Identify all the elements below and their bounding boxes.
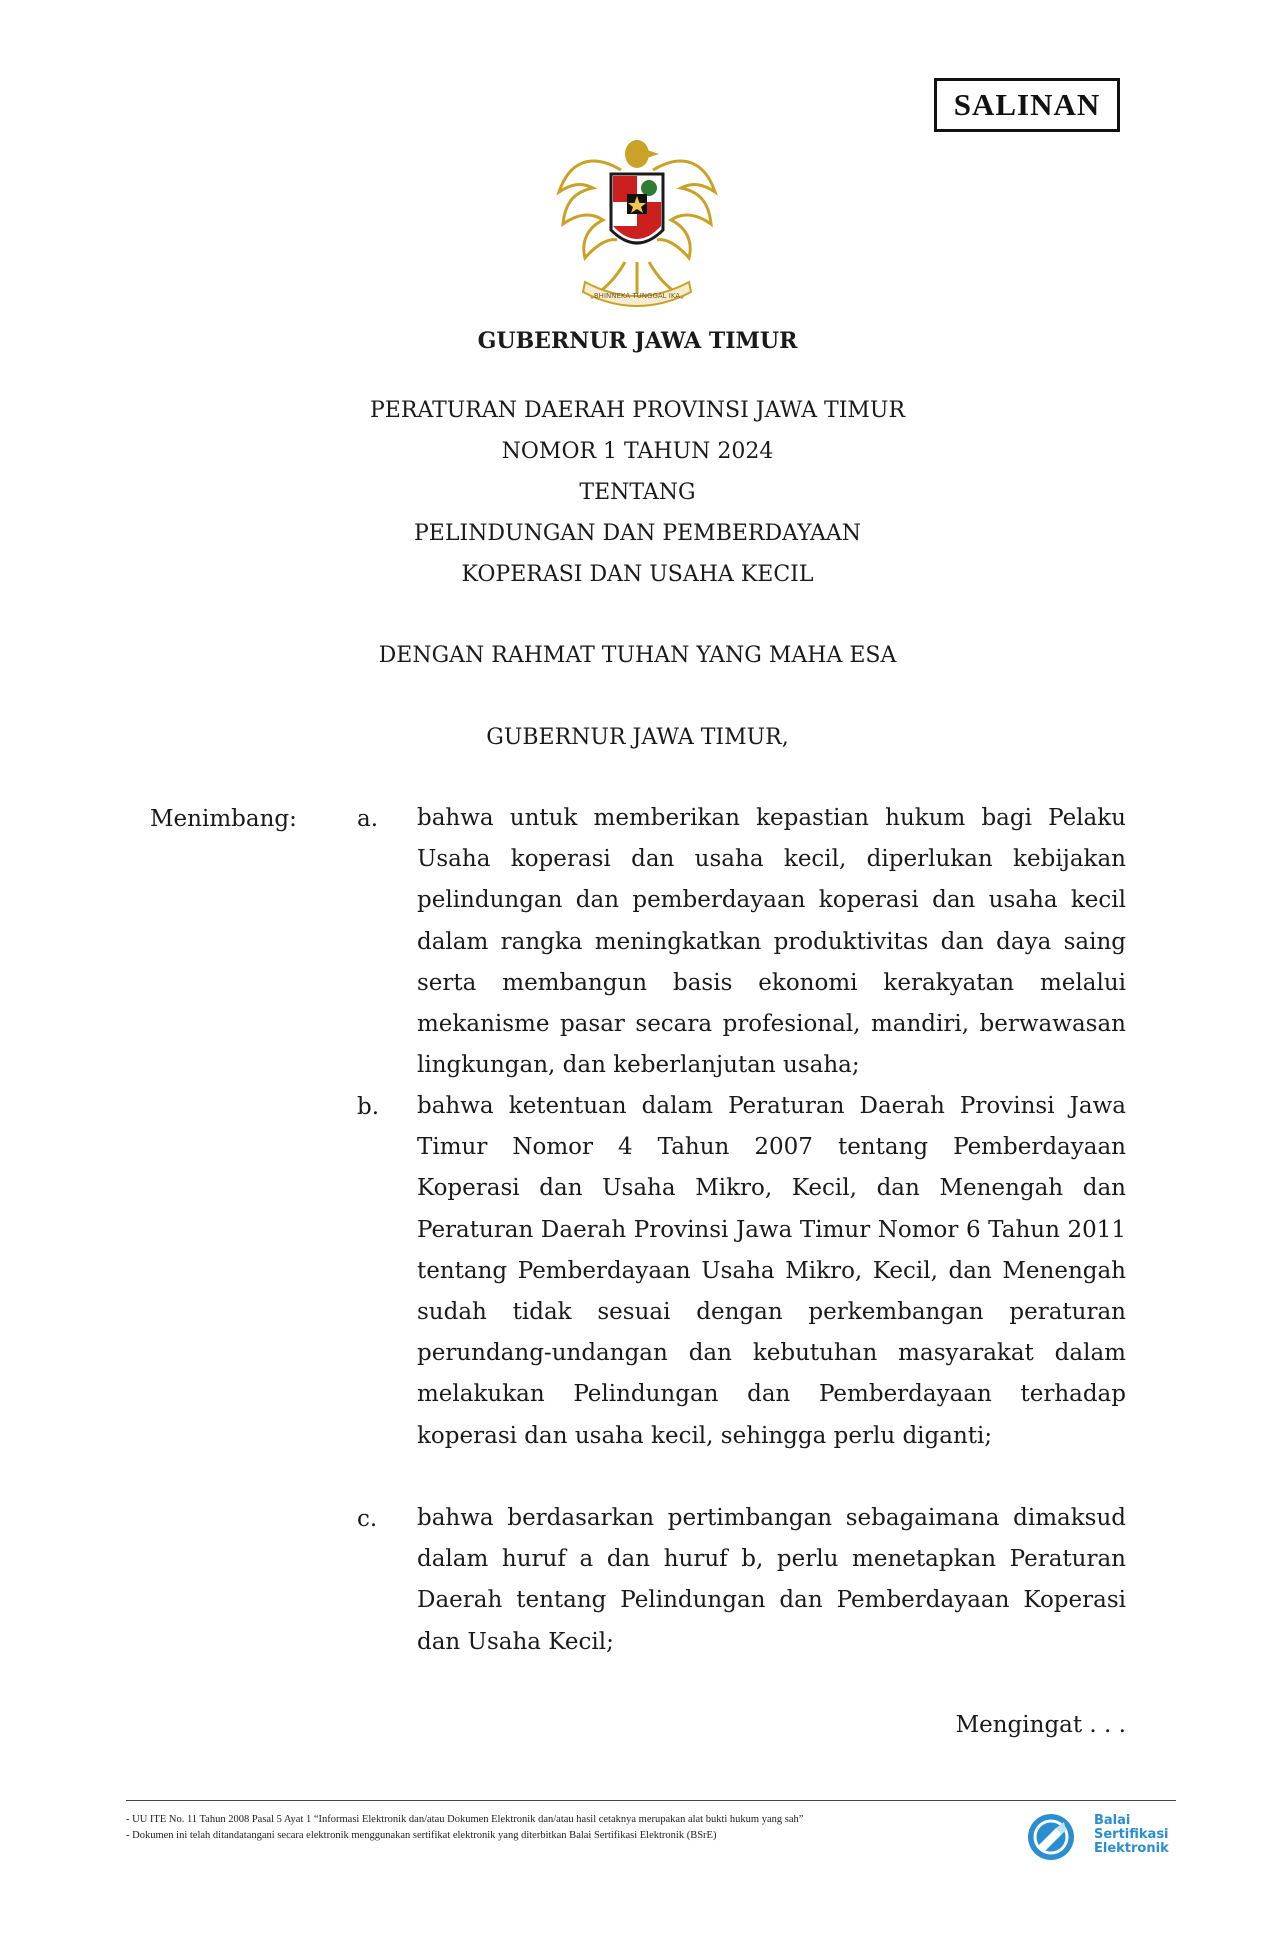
emblem-motto: BHINNEKA TUNGGAL IKA — [593, 292, 681, 300]
footer-note-1: - UU ITE No. 11 Tahun 2008 Pasal 5 Ayat 1 “Informasi Elektronik dan/atau Dokumen Elektronik dan/atau hasil cetaknya merupakan alat bukti hukum yang sah” — [126, 1814, 804, 1825]
considering-item-a-text: bahwa untuk memberikan kepastian hukum bagi Pelaku Usaha koperasi dan usaha kecil, diperlukan kebijakan pelindungan dan pemberdayaan koperasi dan usaha kecil dalam rangka meningkatkan produktivitas dan daya saing serta membangun basis ekonomi kerakyatan melalui mekanisme pasar secara profesional, mandiri, berwawasan lingkungan, dan keberlanjutan usaha; — [417, 805, 1126, 1079]
authority-title: GUBERNUR JAWA TIMUR — [477, 328, 798, 354]
bsre-line-1: Balai — [1094, 1813, 1131, 1828]
bsre-line-2: Sertifikasi — [1094, 1827, 1169, 1842]
considering-label: Menimbang: — [150, 806, 297, 832]
considering-item-b-text: bahwa ketentuan dalam Peraturan Daerah Provinsi Jawa Timur Nomor 4 Tahun 2007 tentang Pemberdayaan Koperasi dan Usaha Mikro, Kecil, dan Menengah dan Peraturan Daerah Provinsi Jawa Timur Nomor 6 Tahun 2011 tentang Pemberdayaan Usaha Mikro, Kecil, dan Menengah sudah tidak sesuai dengan perkembangan peraturan perundang-undangan dan kebutuhan masyarakat dalam melakukan Pelindungan dan Pemberdayaan terhadap koperasi dan usaha kecil, sehingga perlu diganti; — [417, 1093, 1126, 1449]
considering-item-a-letter: a. — [357, 806, 379, 832]
invocation: DENGAN RAHMAT TUHAN YANG MAHA ESA — [378, 643, 897, 668]
considering-item-c-letter: c. — [357, 1506, 378, 1532]
regulation-title-line-1: PERATURAN DAERAH PROVINSI JAWA TIMUR — [369, 398, 906, 423]
garuda-pancasila-emblem-icon — [551, 132, 723, 314]
regulation-title-line-4: PELINDUNGAN DAN PEMBERDAYAAN — [414, 521, 861, 546]
regulation-title-line-5: KOPERASI DAN USAHA KECIL — [461, 562, 814, 587]
considering-item-c-text: bahwa berdasarkan pertimbangan sebagaimana dimaksud dalam huruf a dan huruf b, perlu menetapkan Peraturan Daerah tentang Pelindungan dan Pemberdayaan Koperasi dan Usaha Kecil; — [417, 1505, 1126, 1655]
regulation-title-line-2: NOMOR 1 TAHUN 2024 — [501, 439, 774, 464]
bsre-logo-icon — [1026, 1812, 1076, 1862]
footer-divider — [126, 1800, 1176, 1801]
continuation-catchword: Mengingat . . . — [955, 1712, 1126, 1738]
enactor: GUBERNUR JAWA TIMUR, — [486, 725, 789, 750]
bsre-line-3: Elektronik — [1094, 1841, 1169, 1856]
footer-note-2: - Dokumen ini telah ditandatangani secara elektronik menggunakan sertifikat elektronik yang diterbitkan Balai Sertifikasi Elektronik (BSrE) — [126, 1830, 717, 1841]
regulation-title-line-3: TENTANG — [579, 480, 696, 505]
bsre-logo-text — [1094, 1814, 1169, 1856]
salinan-stamp: SALINAN — [934, 78, 1120, 132]
considering-item-b-letter: b. — [357, 1094, 380, 1120]
